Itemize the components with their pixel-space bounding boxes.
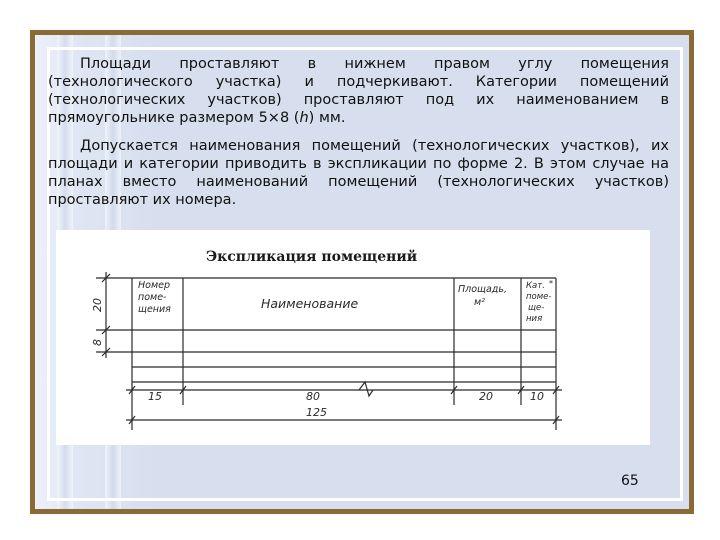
figure-title: Экспликация помещений [206, 249, 418, 265]
header-number-line: поме- [138, 292, 167, 303]
paragraph-text: ( [289, 110, 300, 126]
size-value: 5×8 [258, 110, 290, 126]
dimension-col-area: 20 [479, 390, 493, 403]
header-category-line: Кат. [526, 281, 545, 291]
dimension-total-width: 125 [306, 406, 327, 419]
explication-drawing [56, 230, 650, 445]
paragraph-text: Допускается наименования помещений (технологических участков), их площади и категории приводить в экспликации по форме 2. В этом случае на планах вместо наименований помещений (технологических участков) проставляют их номера. [48, 138, 669, 208]
paragraph-text: ) мм. [308, 110, 346, 126]
height-symbol: h [299, 110, 309, 126]
header-category-line: ще- [528, 303, 545, 313]
header-area-line: Площадь, [458, 284, 507, 295]
dimension-col-name: 80 [306, 390, 320, 403]
break-mark [359, 382, 373, 396]
header-name: Наименование [261, 296, 359, 311]
explication-table-svg [56, 230, 650, 445]
page-number: 65 [621, 473, 639, 489]
header-category-line: ния [526, 314, 543, 324]
header-area-line: м² [474, 297, 485, 308]
dimension-header-height: 20 [91, 298, 104, 312]
dimension-col-number: 15 [148, 390, 162, 403]
header-number-line: щения [138, 304, 171, 315]
header-category-line: поме- [526, 292, 552, 302]
category-footnote-mark: * [549, 279, 553, 288]
paragraph-text: Площади проставляют в нижнем правом углу помещения (технологического участка) и подчеркивают. Категории помещений (технологических участков) проставляют под их наименованием в прямоугольнике размером [48, 56, 669, 126]
body-text [48, 55, 669, 219]
dimension-col-category: 10 [530, 390, 544, 403]
header-number-line: Номер [138, 280, 170, 291]
dimension-row-height: 8 [91, 339, 104, 346]
paragraph-explication [48, 137, 669, 209]
paragraph-areas [48, 55, 669, 127]
